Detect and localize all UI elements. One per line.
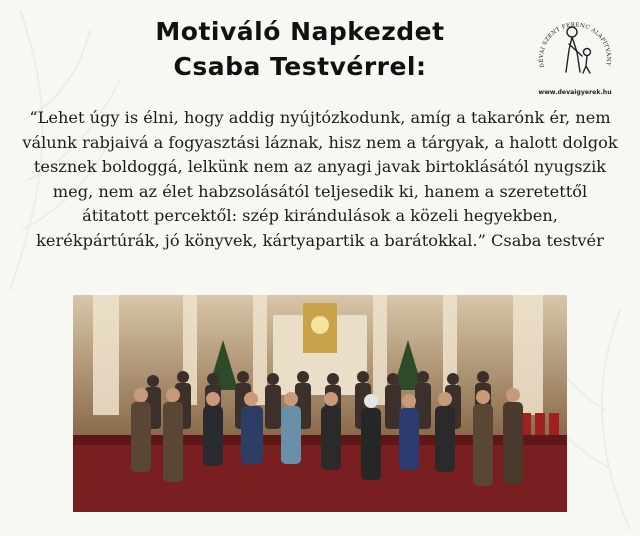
page-title <box>110 14 490 84</box>
group-photo <box>73 295 567 512</box>
saint-with-child-icon <box>566 27 591 73</box>
title-line-1: Motiváló Napkezdet <box>155 17 445 46</box>
title-line-2: Csaba Testvérrel: <box>173 52 427 81</box>
foundation-logo <box>536 10 614 106</box>
logo-website: www.devaigyerek.hu <box>538 89 612 96</box>
quote-text: “Lehet úgy is élni, hogy addig nyújtózkodunk, amíg a takarónk ér, nem válunk rabjaivá a fogyasztási láznak, hisz nem a tárgyak, a halott dolgok tesznek boldoggá, lelkünk nem az anyagi javak birtoklásától nyugszik meg, nem az élet habzsolásától teljesedik ki, hanem a szeretettől átitatott percektől: szép kirándulások a közeli hegyekben, kerékpártúrák, jó könyvek, kártyapartik a barátokkal.” Csaba testvér <box>22 108 618 250</box>
logo-arc-text: DÉVAI SZENT FERENC ALAPÍTVÁNY <box>538 22 612 69</box>
